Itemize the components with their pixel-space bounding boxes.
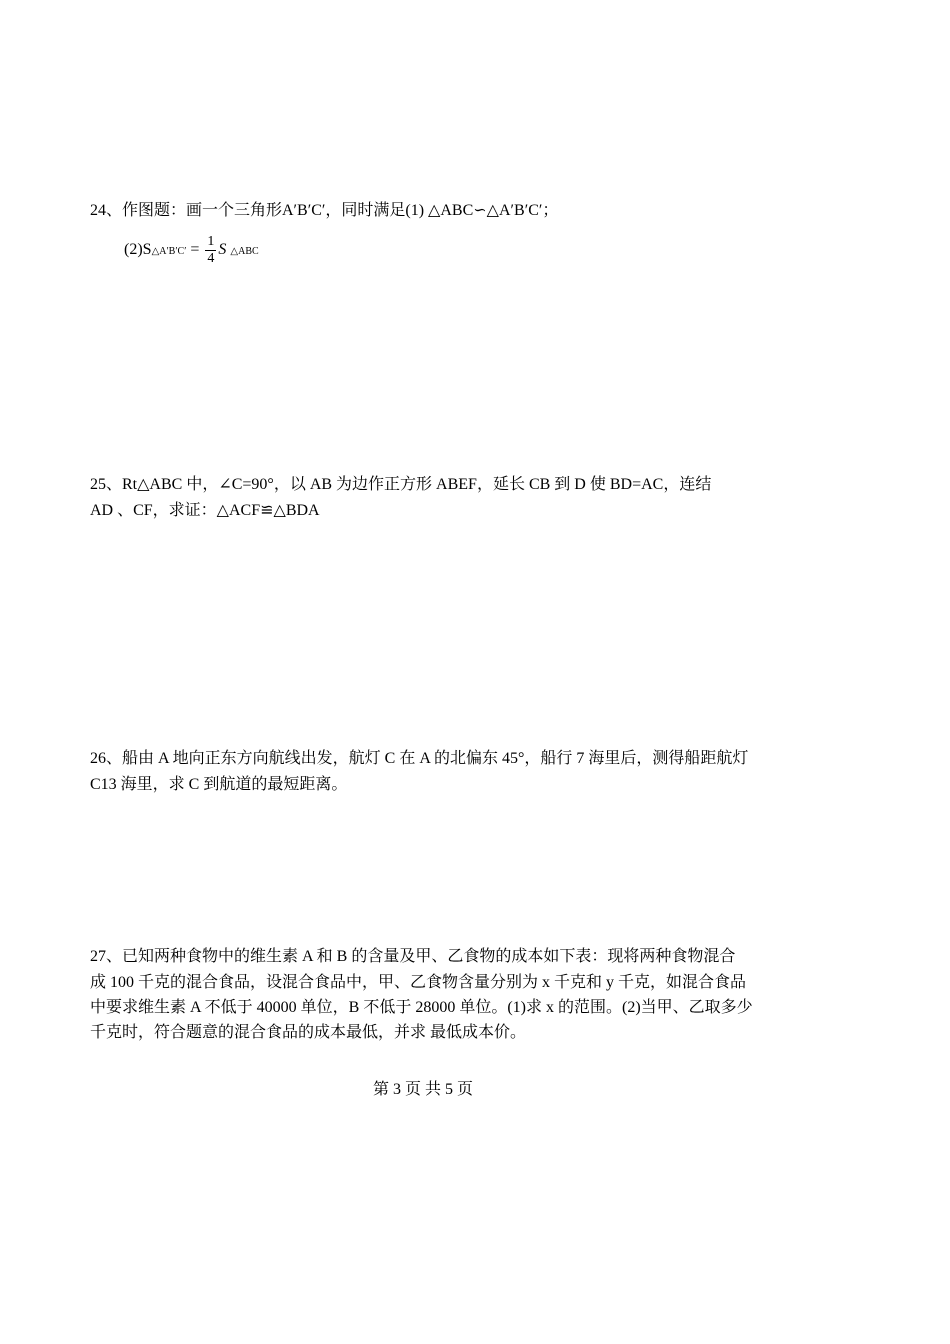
q24-line1: 24、作图题：画一个三角形A′B′C′，同时满足(1) △ABC∽△A′B′C′； [90,202,559,219]
q27-line4: 千克时，符合题意的混合食品的成本最低，并求 最低成本价。 [90,1024,527,1041]
q24-s: S [218,241,227,259]
q24-fraction [205,234,216,267]
q27-line2: 成 100 千克的混合食品，设混合食品中，甲、乙食物含量分别为 x 千克和 y 千克，如混合食品 [90,974,747,991]
q25-line2: AD 、CF，求证：△ACF≌△BDA [90,502,320,519]
q24-eq: = [190,241,200,259]
q27-line1: 27、已知两种食物中的维生素 A 和 B 的含量及甲、乙食物的成本如下表：现将两种食物混合 [90,948,736,965]
q24-sub1: △A′B′C′ [151,246,187,258]
q24-line2 [124,234,259,267]
q24-sub2: △ABC [230,246,259,258]
q24-frac-num: 1 [207,234,215,249]
q26-line2: C13 海里，求 C 到航道的最短距离。 [90,776,348,793]
q27-line3: 中要求维生素 A 不低于 40000 单位，B 不低于 28000 单位。(1)求 x 的范围。(2)当甲、乙取多少 [90,999,753,1016]
q26-line1: 26、船由 A 地向正东方向航线出发，航灯 C 在 A 的北偏东 45°，船行 7 海里后，测得船距航灯 [90,750,749,767]
q24-frac-den: 4 [207,251,215,266]
q24-prefix: (2)S [124,241,152,259]
q25-line1: 25、Rt△ABC 中，∠C=90°，以 AB 为边作正方形 ABEF，延长 CB 到 D 使 BD=AC，连结 [90,476,712,493]
page-footer: 第 3 页 共 5 页 [372,1081,473,1098]
